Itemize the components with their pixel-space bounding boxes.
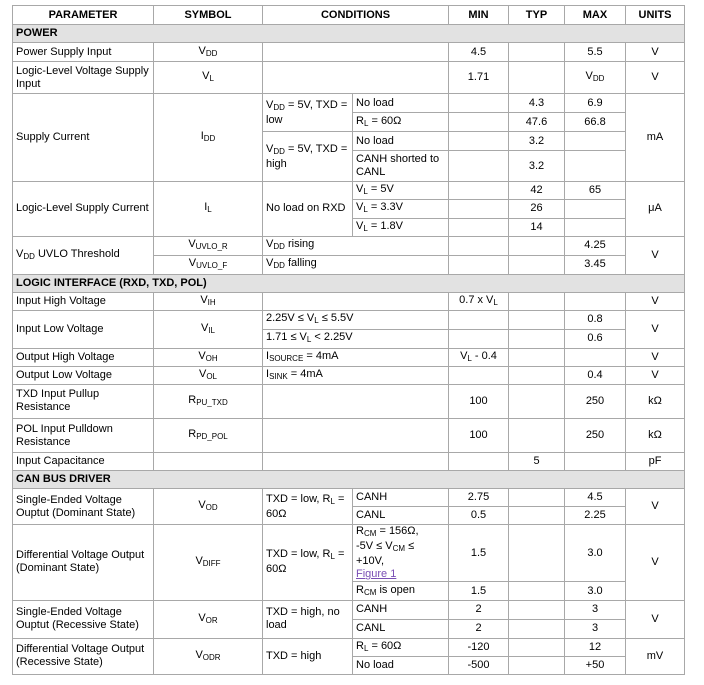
- unit-cin: pF: [626, 453, 685, 471]
- header-typ: TYP: [509, 6, 565, 25]
- param-input-low-voltage: Input Low Voltage: [13, 310, 154, 348]
- cond-idd-rl: $R_L = 60\Omega$: [353, 113, 449, 132]
- unit-voh: V: [626, 348, 685, 366]
- param-txd-pullup: TXD Input Pullup Resistance: [13, 384, 154, 418]
- cond-vol: $I_{SINK} = 4mA$: [263, 366, 449, 384]
- symbol-uvlo-f: $V_{UVLO\_F}$: [154, 255, 263, 274]
- max-vil-2: 0.6: [565, 329, 626, 348]
- unit-vl: V: [626, 62, 685, 94]
- symbol-vod: $V_{OD}$: [154, 489, 263, 525]
- unit-rpd: kΩ: [626, 419, 685, 453]
- symbol-rpd: $R_{PD\_POL}$: [154, 419, 263, 453]
- symbol-idd: $I_{DD}$: [154, 94, 263, 182]
- unit-vor: V: [626, 600, 685, 638]
- typ-vod-canh: [509, 489, 565, 507]
- max-vodr-2: +50: [565, 656, 626, 674]
- header-parameter: PARAMETER: [13, 6, 154, 25]
- header-min: MIN: [449, 6, 509, 25]
- param-vod: Single-Ended Voltage Ouptut (Dominant State): [13, 489, 154, 525]
- max-rpu: 250: [565, 384, 626, 418]
- cond-vih: [263, 292, 449, 310]
- param-supply-current: Supply Current: [13, 94, 154, 182]
- cond-cin: [263, 453, 449, 471]
- min-vor-canh: 2: [449, 600, 509, 619]
- cond-idd-noload-1: No load: [353, 94, 449, 113]
- typ-uvlo-r: [509, 236, 565, 255]
- min-vdiff-1: 1.5: [449, 525, 509, 582]
- min-rpu: 100: [449, 384, 509, 418]
- cond-vod-canh: CANH: [353, 489, 449, 507]
- min-vdiff-2: 1.5: [449, 582, 509, 600]
- typ-il-1: 42: [509, 182, 565, 200]
- max-vdiff-2: 3.0: [565, 582, 626, 600]
- symbol-vdiff: $V_{DIFF}$: [154, 525, 263, 600]
- min-il-3: [449, 218, 509, 236]
- max-idd-2: 66.8: [565, 113, 626, 132]
- typ-vl: [509, 62, 565, 94]
- row-vodr-rl: [13, 638, 685, 656]
- max-rpd: 250: [565, 419, 626, 453]
- cond-idd-shorted: CANH shorted to CANL: [353, 151, 449, 182]
- symbol-vol: $V_{OL}$: [154, 366, 263, 384]
- max-vodr-1: 12: [565, 638, 626, 656]
- cond-vl: [263, 62, 449, 94]
- cond-voh: $I_{SOURCE} = 4mA$: [263, 348, 449, 366]
- cond-vod-canl: CANL: [353, 507, 449, 525]
- max-uvlo-r: 4.25: [565, 236, 626, 255]
- header-row: [13, 6, 685, 25]
- max-vor-canl: 3: [565, 619, 626, 638]
- min-vor-canl: 2: [449, 619, 509, 638]
- min-vodr-2: -500: [449, 656, 509, 674]
- min-vol: [449, 366, 509, 384]
- cond-vor: TXD = high, no load: [263, 600, 353, 638]
- typ-il-3: 14: [509, 218, 565, 236]
- cond-vod: TXD = low, $R_L = 60\Omega$: [263, 489, 353, 525]
- unit-vil: V: [626, 310, 685, 348]
- param-vdiff: Differential Voltage Output (Dominant State): [13, 525, 154, 600]
- row-logic-level-voltage: [13, 62, 685, 94]
- unit-vodr: mV: [626, 638, 685, 674]
- cond-vor-canh: CANH: [353, 600, 449, 619]
- row-vod-canh: [13, 489, 685, 507]
- max-idd-3: [565, 132, 626, 151]
- unit-idd: mA: [626, 94, 685, 182]
- typ-uvlo-f: [509, 255, 565, 274]
- unit-vol: V: [626, 366, 685, 384]
- header-conditions: CONDITIONS: [263, 6, 449, 25]
- min-idd-1: [449, 94, 509, 113]
- row-output-low-voltage: [13, 366, 685, 384]
- typ-vol: [509, 366, 565, 384]
- typ-vodr-2: [509, 656, 565, 674]
- max-idd-1: 6.9: [565, 94, 626, 113]
- param-logic-level-voltage: Logic-Level Voltage Supply Input: [13, 62, 154, 94]
- cond-vil-2: $1.71 \le V_L < 2.25V$: [263, 329, 449, 348]
- symbol-il: $I_L$: [154, 182, 263, 236]
- header-max: MAX: [565, 6, 626, 25]
- typ-vih: [509, 292, 565, 310]
- param-logic-supply-current: Logic-Level Supply Current: [13, 182, 154, 236]
- symbol-vor: $V_{OR}$: [154, 600, 263, 638]
- cond-idd-noload-2: No load: [353, 132, 449, 151]
- symbol-vdd: $V_{DD}$: [154, 43, 263, 62]
- param-power-supply-input: Power Supply Input: [13, 43, 154, 62]
- min-rpd: 100: [449, 419, 509, 453]
- cond-vodr-rl: $R_L = 60\Omega$: [353, 638, 449, 656]
- row-vor-canh: [13, 600, 685, 619]
- row-txd-pullup: [13, 384, 685, 418]
- cond-vdiff-rcm: $R_{CM} = 156\Omega$, $-5V \le V_{CM} \le +10V$, Figure 1: [353, 525, 449, 582]
- max-vl: $V_{DD}$: [565, 62, 626, 94]
- typ-vil-2: [509, 329, 565, 348]
- max-il-1: 65: [565, 182, 626, 200]
- cond-idd-txd-low: $V_{DD} = 5V$, TXD = low: [263, 94, 353, 132]
- cond-il-3v3: $V_L = 3.3V$: [353, 200, 449, 218]
- max-vor-canh: 3: [565, 600, 626, 619]
- unit-uvlo: V: [626, 236, 685, 274]
- typ-rpu: [509, 384, 565, 418]
- min-vdd: 4.5: [449, 43, 509, 62]
- param-input-capacitance: Input Capacitance: [13, 453, 154, 471]
- header-symbol: SYMBOL: [154, 6, 263, 25]
- min-vil-1: [449, 310, 509, 329]
- unit-rpu: kΩ: [626, 384, 685, 418]
- figure-1-link[interactable]: Figure 1: [356, 568, 397, 581]
- cond-vdiff-open: $R_{CM}$ is open: [353, 582, 449, 600]
- min-vil-2: [449, 329, 509, 348]
- typ-vod-canl: [509, 507, 565, 525]
- spec-table: [12, 5, 685, 675]
- param-vor: Single-Ended Voltage Ouptut (Recessive State): [13, 600, 154, 638]
- row-input-capacitance: [13, 453, 685, 471]
- cond-il-1v8: $V_L = 1.8V$: [353, 218, 449, 236]
- symbol-uvlo-r: $V_{UVLO\_R}$: [154, 236, 263, 255]
- min-vih: 0.7 x $V_L$: [449, 292, 509, 310]
- unit-vdd: V: [626, 43, 685, 62]
- typ-idd-3: 3.2: [509, 132, 565, 151]
- header-units: UNITS: [626, 6, 685, 25]
- max-idd-4: [565, 151, 626, 182]
- typ-cin: 5: [509, 453, 565, 471]
- typ-vdiff-2: [509, 582, 565, 600]
- min-idd-2: [449, 113, 509, 132]
- cond-uvlo-falling: $V_{DD}$ falling: [263, 255, 449, 274]
- unit-vih: V: [626, 292, 685, 310]
- param-input-high-voltage: Input High Voltage: [13, 292, 154, 310]
- param-output-low-voltage: Output Low Voltage: [13, 366, 154, 384]
- min-il-1: [449, 182, 509, 200]
- min-uvlo-r: [449, 236, 509, 255]
- param-pol-pulldown: POL Input Pulldown Resistance: [13, 419, 154, 453]
- min-idd-3: [449, 132, 509, 151]
- typ-vil-1: [509, 310, 565, 329]
- cond-il-5v: $V_L = 5V$: [353, 182, 449, 200]
- symbol-cin: [154, 453, 263, 471]
- symbol-vodr: $V_{ODR}$: [154, 638, 263, 674]
- typ-vor-canh: [509, 600, 565, 619]
- row-uvlo-rising: [13, 236, 685, 255]
- symbol-voh: $V_{OH}$: [154, 348, 263, 366]
- section-can-bus-driver: CAN BUS DRIVER: [13, 471, 685, 489]
- typ-idd-4: 3.2: [509, 151, 565, 182]
- max-vil-1: 0.8: [565, 310, 626, 329]
- symbol-rpu: $R_{PU\_TXD}$: [154, 384, 263, 418]
- cond-rpu: [263, 384, 449, 418]
- section-logic-interface: LOGIC INTERFACE (RXD, TXD, POL): [13, 274, 685, 292]
- max-vdiff-1: 3.0: [565, 525, 626, 582]
- cond-uvlo-rising: $V_{DD}$ rising: [263, 236, 449, 255]
- min-vod-canh: 2.75: [449, 489, 509, 507]
- max-vdd: 5.5: [565, 43, 626, 62]
- row-input-high-voltage: [13, 292, 685, 310]
- cond-il-noload: No load on RXD: [263, 182, 353, 236]
- min-voh: $V_L - 0.4$: [449, 348, 509, 366]
- max-vol: 0.4: [565, 366, 626, 384]
- max-vod-canh: 4.5: [565, 489, 626, 507]
- unit-vod: V: [626, 489, 685, 525]
- symbol-vil: $V_{IL}$: [154, 310, 263, 348]
- min-il-2: [449, 200, 509, 218]
- param-output-high-voltage: Output High Voltage: [13, 348, 154, 366]
- cond-vodr: TXD = high: [263, 638, 353, 674]
- param-vodr: Differential Voltage Output (Recessive State): [13, 638, 154, 674]
- cond-vdiff: TXD = low, $R_L = 60\Omega$: [263, 525, 353, 600]
- row-pol-pulldown: [13, 419, 685, 453]
- typ-vor-canl: [509, 619, 565, 638]
- cond-vdd: [263, 43, 449, 62]
- typ-voh: [509, 348, 565, 366]
- typ-idd-2: 47.6: [509, 113, 565, 132]
- row-vdiff-rcm: [13, 525, 685, 582]
- min-vodr-1: -120: [449, 638, 509, 656]
- cond-vil-1: $2.25V \le V_L \le 5.5V$: [263, 310, 449, 329]
- typ-vdd: [509, 43, 565, 62]
- max-il-2: [565, 200, 626, 218]
- section-power: POWER: [13, 25, 685, 43]
- row-logic-supply-current-1: [13, 182, 685, 200]
- typ-vdiff-1: [509, 525, 565, 582]
- symbol-vih: $V_{IH}$: [154, 292, 263, 310]
- min-uvlo-f: [449, 255, 509, 274]
- max-cin: [565, 453, 626, 471]
- cond-idd-txd-high: $V_{DD} = 5V$, TXD = high: [263, 132, 353, 182]
- min-idd-4: [449, 151, 509, 182]
- typ-il-2: 26: [509, 200, 565, 218]
- cond-rpd: [263, 419, 449, 453]
- max-vod-canl: 2.25: [565, 507, 626, 525]
- row-input-low-voltage-1: [13, 310, 685, 329]
- max-il-3: [565, 218, 626, 236]
- max-voh: [565, 348, 626, 366]
- row-power-supply-input: [13, 43, 685, 62]
- row-output-high-voltage: [13, 348, 685, 366]
- unit-il: μA: [626, 182, 685, 236]
- min-vod-canl: 0.5: [449, 507, 509, 525]
- max-vih: [565, 292, 626, 310]
- min-cin: [449, 453, 509, 471]
- typ-rpd: [509, 419, 565, 453]
- min-vl: 1.71: [449, 62, 509, 94]
- param-uvlo: $V_{DD}$ UVLO Threshold: [13, 236, 154, 274]
- typ-vodr-1: [509, 638, 565, 656]
- typ-idd-1: 4.3: [509, 94, 565, 113]
- row-supply-current-1: [13, 94, 685, 113]
- symbol-vl: $V_L$: [154, 62, 263, 94]
- max-uvlo-f: 3.45: [565, 255, 626, 274]
- unit-vdiff: V: [626, 525, 685, 600]
- cond-vor-canl: CANL: [353, 619, 449, 638]
- cond-vodr-noload: No load: [353, 656, 449, 674]
